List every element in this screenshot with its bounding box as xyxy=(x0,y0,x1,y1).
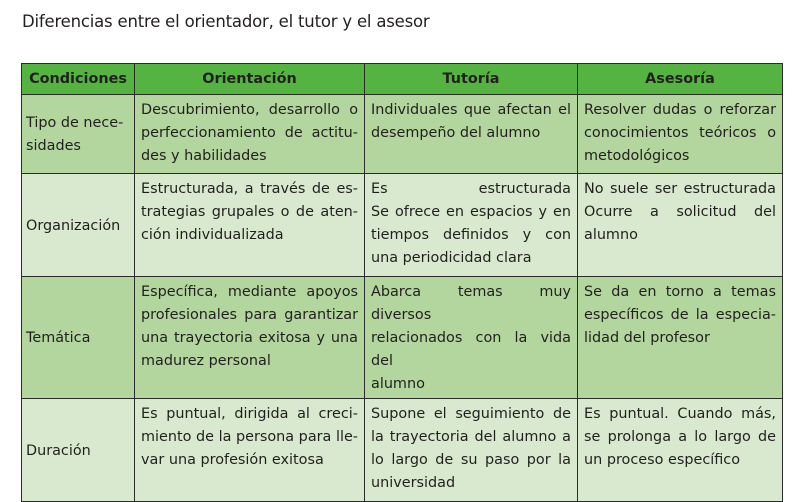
cell-orientacion xyxy=(135,95,365,174)
table-row xyxy=(22,174,783,277)
cell-line: Temática xyxy=(26,330,91,346)
cell-line: perfeccionamiento de actitu- xyxy=(141,125,358,141)
cell-line: tiempos definidos y con xyxy=(371,227,571,243)
cell-line: Es puntual, dirigida al creci- xyxy=(141,406,358,422)
cell-line: universidad xyxy=(371,475,456,491)
cell-line: la trayectoria del alumno a xyxy=(371,429,571,445)
cell-tutoria xyxy=(365,277,578,399)
cell-line: sidades xyxy=(26,138,81,154)
cell-asesoria xyxy=(578,277,783,399)
cell-line: des y habilidades xyxy=(141,148,267,164)
cell-line: Descubrimiento, desarrollo o xyxy=(141,102,358,118)
cell-line: Es puntual. Cuando más, xyxy=(584,406,776,422)
cell-line: Se ofrece en espacios y en xyxy=(371,204,571,220)
comparison-table xyxy=(21,63,783,502)
cell-line: Supone el seguimiento de xyxy=(371,406,571,422)
cell-line: ción individualizada xyxy=(141,227,284,243)
cell-line: Específica, mediante apoyos xyxy=(141,284,358,300)
cell-line: Organización xyxy=(26,217,121,234)
table-row xyxy=(22,277,783,399)
cell-condition xyxy=(22,95,135,174)
cell-tutoria xyxy=(365,174,578,277)
cell-line: lidad del profesor xyxy=(584,330,710,346)
cell-condition xyxy=(22,174,135,277)
cell-line: Ocurre a solicitud del xyxy=(584,204,776,220)
cell-line: un proceso específico xyxy=(584,452,741,468)
cell-line: Es estructurada xyxy=(371,181,571,197)
cell-line: Se da en torno a temas xyxy=(584,284,776,300)
cell-line: profesionales para garantizar xyxy=(141,307,358,323)
cell-line: conocimientos teóricos o xyxy=(584,125,776,141)
cell-line: No suele ser estructurada xyxy=(584,181,776,197)
cell-line: se prolonga a lo largo de xyxy=(584,429,776,445)
cell-line: metodológicos xyxy=(584,148,690,164)
cell-line: desempeño del alumno xyxy=(371,125,541,141)
cell-orientacion xyxy=(135,399,365,502)
cell-line: miento de la persona para lle- xyxy=(141,429,358,445)
cell-line: trategias grupales o de aten- xyxy=(141,204,358,220)
cell-line: específicos de la especia- xyxy=(584,307,776,323)
cell-line: var una profesión exitosa xyxy=(141,452,324,468)
cell-line: Tipo de nece- xyxy=(26,115,124,131)
page-title: Diferencias entre el orientador, el tutor y el asesor xyxy=(22,12,430,31)
header-row xyxy=(22,64,783,95)
header-tutoria: Tutoría xyxy=(365,64,578,95)
cell-condition xyxy=(22,399,135,502)
cell-orientacion xyxy=(135,277,365,399)
cell-tutoria xyxy=(365,399,578,502)
cell-orientacion xyxy=(135,174,365,277)
cell-line: Individuales que afectan el xyxy=(371,102,571,118)
cell-line: relacionados con la vida del xyxy=(371,330,571,369)
table-row xyxy=(22,399,783,502)
cell-line: Resolver dudas o reforzar xyxy=(584,102,776,118)
cell-asesoria xyxy=(578,174,783,277)
cell-asesoria xyxy=(578,95,783,174)
cell-condition xyxy=(22,277,135,399)
header-orientacion: Orientación xyxy=(135,64,365,95)
table-row xyxy=(22,95,783,174)
cell-line: alumno xyxy=(584,227,638,243)
cell-asesoria xyxy=(578,399,783,502)
cell-tutoria xyxy=(365,95,578,174)
cell-line: alumno xyxy=(371,376,425,392)
cell-line: una trayectoria exitosa y una xyxy=(141,330,358,346)
cell-line: Estructurada, a través de es- xyxy=(141,181,358,197)
cell-line: madurez personal xyxy=(141,353,271,369)
cell-line: Duración xyxy=(26,442,91,459)
header-asesoria: Asesoría xyxy=(578,64,783,95)
header-condiciones: Condiciones xyxy=(22,64,135,95)
cell-line: una periodicidad clara xyxy=(371,250,532,266)
cell-line: lo largo de su paso por la xyxy=(371,452,571,468)
cell-line: Abarca temas muy diversos xyxy=(371,284,571,323)
table-body xyxy=(22,95,783,502)
